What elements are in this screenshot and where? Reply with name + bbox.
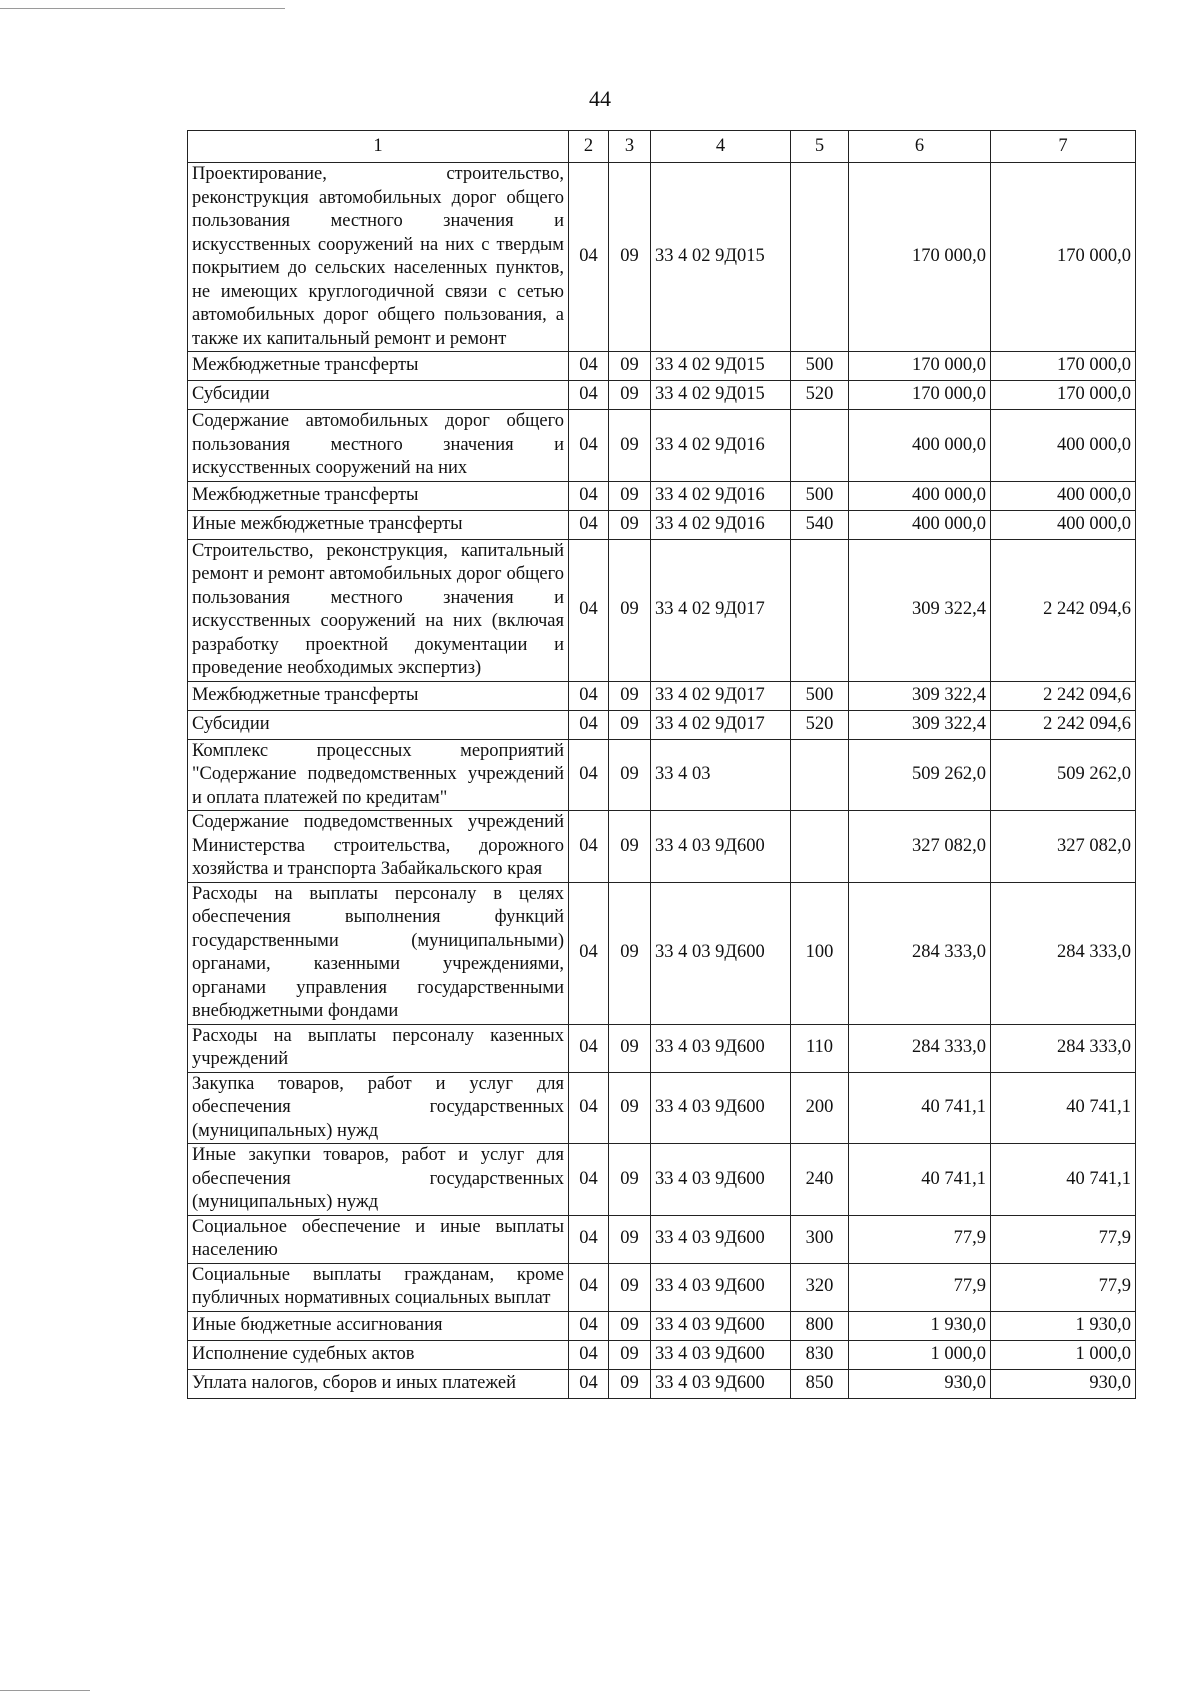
row-subsection: 09: [609, 481, 651, 510]
row-name: Иные межбюджетные трансферты: [188, 510, 569, 539]
row-section: 04: [569, 510, 609, 539]
row-amount-col7: 77,9: [991, 1263, 1136, 1311]
table-row: [188, 481, 1136, 510]
row-subsection: 09: [609, 1369, 651, 1398]
row-section: 04: [569, 1024, 609, 1072]
row-amount-col7: 170 000,0: [991, 163, 1136, 352]
row-target-code: 33 4 02 9Д016: [651, 481, 791, 510]
header-row: [188, 131, 1136, 163]
row-amount-col6: 509 262,0: [849, 739, 991, 811]
row-target-code: 33 4 02 9Д017: [651, 539, 791, 681]
table-row: [188, 381, 1136, 410]
row-amount-col7: 170 000,0: [991, 352, 1136, 381]
table-row: [188, 1311, 1136, 1340]
row-expense-type: 240: [791, 1144, 849, 1216]
row-name: Межбюджетные трансферты: [188, 681, 569, 710]
row-section: 04: [569, 811, 609, 883]
row-expense-type: 830: [791, 1340, 849, 1369]
row-amount-col6: 284 333,0: [849, 1024, 991, 1072]
row-amount-col6: 1 000,0: [849, 1340, 991, 1369]
row-subsection: 09: [609, 510, 651, 539]
page-number: 44: [589, 86, 611, 111]
row-target-code: 33 4 02 9Д015: [651, 381, 791, 410]
table-row: [188, 882, 1136, 1024]
row-section: 04: [569, 710, 609, 739]
row-section: 04: [569, 1369, 609, 1398]
row-amount-col7: 170 000,0: [991, 381, 1136, 410]
row-section: 04: [569, 381, 609, 410]
row-target-code: 33 4 03 9Д600: [651, 1072, 791, 1144]
row-target-code: 33 4 03 9Д600: [651, 1340, 791, 1369]
row-name: Уплата налогов, сборов и иных платежей: [188, 1369, 569, 1398]
row-target-code: 33 4 03 9Д600: [651, 1263, 791, 1311]
table-row: [188, 1024, 1136, 1072]
row-section: 04: [569, 1144, 609, 1216]
table-row: [188, 811, 1136, 883]
row-amount-col7: 930,0: [991, 1369, 1136, 1398]
row-amount-col7: 40 741,1: [991, 1072, 1136, 1144]
table-row: [188, 539, 1136, 681]
table-row: [188, 1340, 1136, 1369]
table-row: [188, 410, 1136, 482]
column-header: 7: [991, 131, 1136, 163]
row-amount-col7: 284 333,0: [991, 882, 1136, 1024]
row-name: Субсидии: [188, 381, 569, 410]
row-name: Исполнение судебных актов: [188, 1340, 569, 1369]
row-amount-col7: 284 333,0: [991, 1024, 1136, 1072]
row-section: 04: [569, 1311, 609, 1340]
row-amount-col7: 1 930,0: [991, 1311, 1136, 1340]
row-amount-col7: 77,9: [991, 1215, 1136, 1263]
row-name: Социальные выплаты гражданам, кроме публичных нормативных социальных выплат: [188, 1263, 569, 1311]
table-row: [188, 710, 1136, 739]
row-section: 04: [569, 352, 609, 381]
row-amount-col7: 2 242 094,6: [991, 710, 1136, 739]
row-amount-col6: 309 322,4: [849, 710, 991, 739]
row-amount-col6: 284 333,0: [849, 882, 991, 1024]
row-name: Межбюджетные трансферты: [188, 481, 569, 510]
row-name: Расходы на выплаты персоналу в целях обеспечения выполнения функций государственными (муниципальными) органами, казенными учреждениями, органами управления государственными внебюджетными фондами: [188, 882, 569, 1024]
row-amount-col7: 400 000,0: [991, 410, 1136, 482]
row-amount-col6: 400 000,0: [849, 481, 991, 510]
row-target-code: 33 4 02 9Д015: [651, 163, 791, 352]
row-target-code: 33 4 03 9Д600: [651, 1024, 791, 1072]
table-row: [188, 1369, 1136, 1398]
row-amount-col7: 2 242 094,6: [991, 539, 1136, 681]
row-amount-col6: 170 000,0: [849, 381, 991, 410]
row-name: Межбюджетные трансферты: [188, 352, 569, 381]
table-row: [188, 163, 1136, 352]
row-section: 04: [569, 1340, 609, 1369]
row-amount-col7: 400 000,0: [991, 510, 1136, 539]
row-amount-col7: 509 262,0: [991, 739, 1136, 811]
row-expense-type: 850: [791, 1369, 849, 1398]
row-subsection: 09: [609, 681, 651, 710]
row-amount-col6: 40 741,1: [849, 1144, 991, 1216]
row-subsection: 09: [609, 710, 651, 739]
row-section: 04: [569, 1215, 609, 1263]
row-subsection: 09: [609, 163, 651, 352]
row-name: Социальное обеспечение и иные выплаты населению: [188, 1215, 569, 1263]
row-name: Строительство, реконструкция, капитальный ремонт и ремонт автомобильных дорог общего пользования местного значения и искусственных сооружений на них (включая разработку проектной документации и проведение необходимых экспертиз): [188, 539, 569, 681]
row-subsection: 09: [609, 1024, 651, 1072]
row-amount-col6: 77,9: [849, 1263, 991, 1311]
row-amount-col6: 170 000,0: [849, 163, 991, 352]
column-header: 5: [791, 131, 849, 163]
row-target-code: 33 4 02 9Д015: [651, 352, 791, 381]
column-header: 2: [569, 131, 609, 163]
row-amount-col7: 400 000,0: [991, 481, 1136, 510]
row-target-code: 33 4 03 9Д600: [651, 1144, 791, 1216]
row-subsection: 09: [609, 882, 651, 1024]
row-target-code: 33 4 03: [651, 739, 791, 811]
row-subsection: 09: [609, 539, 651, 681]
row-expense-type: [791, 163, 849, 352]
row-amount-col6: 170 000,0: [849, 352, 991, 381]
row-section: 04: [569, 882, 609, 1024]
row-subsection: 09: [609, 739, 651, 811]
row-subsection: 09: [609, 811, 651, 883]
row-expense-type: 300: [791, 1215, 849, 1263]
row-amount-col6: 40 741,1: [849, 1072, 991, 1144]
row-name: Комплекс процессных мероприятий "Содержание подведомственных учреждений и оплата платежей по кредитам": [188, 739, 569, 811]
table-body: [188, 163, 1136, 1399]
row-amount-col6: 327 082,0: [849, 811, 991, 883]
row-expense-type: 800: [791, 1311, 849, 1340]
row-amount-col6: 77,9: [849, 1215, 991, 1263]
row-amount-col7: 1 000,0: [991, 1340, 1136, 1369]
row-name: Закупка товаров, работ и услуг для обеспечения государственных (муниципальных) нужд: [188, 1072, 569, 1144]
table-row: [188, 681, 1136, 710]
table-row: [188, 352, 1136, 381]
row-section: 04: [569, 681, 609, 710]
row-section: 04: [569, 481, 609, 510]
row-target-code: 33 4 02 9Д016: [651, 410, 791, 482]
table-row: [188, 1263, 1136, 1311]
row-amount-col6: 309 322,4: [849, 539, 991, 681]
budget-table: [187, 130, 1136, 1399]
column-header: 4: [651, 131, 791, 163]
row-name: Субсидии: [188, 710, 569, 739]
row-section: 04: [569, 1263, 609, 1311]
row-section: 04: [569, 410, 609, 482]
row-subsection: 09: [609, 1215, 651, 1263]
row-section: 04: [569, 739, 609, 811]
row-target-code: 33 4 03 9Д600: [651, 1311, 791, 1340]
row-amount-col6: 309 322,4: [849, 681, 991, 710]
row-subsection: 09: [609, 1340, 651, 1369]
row-expense-type: 500: [791, 481, 849, 510]
column-header: 3: [609, 131, 651, 163]
row-target-code: 33 4 03 9Д600: [651, 1369, 791, 1398]
row-subsection: 09: [609, 1263, 651, 1311]
row-name: Иные закупки товаров, работ и услуг для обеспечения государственных (муниципальных) нужд: [188, 1144, 569, 1216]
row-amount-col6: 930,0: [849, 1369, 991, 1398]
row-expense-type: 110: [791, 1024, 849, 1072]
row-expense-type: [791, 410, 849, 482]
row-expense-type: 200: [791, 1072, 849, 1144]
row-expense-type: [791, 539, 849, 681]
row-expense-type: [791, 811, 849, 883]
row-amount-col7: 327 082,0: [991, 811, 1136, 883]
table-row: [188, 739, 1136, 811]
row-target-code: 33 4 03 9Д600: [651, 811, 791, 883]
row-subsection: 09: [609, 410, 651, 482]
row-subsection: 09: [609, 381, 651, 410]
row-expense-type: 500: [791, 352, 849, 381]
table-row: [188, 1072, 1136, 1144]
row-subsection: 09: [609, 352, 651, 381]
row-name: Содержание подведомственных учреждений Министерства строительства, дорожного хозяйства и транспорта Забайкальского края: [188, 811, 569, 883]
row-expense-type: 520: [791, 710, 849, 739]
row-expense-type: 520: [791, 381, 849, 410]
row-target-code: 33 4 02 9Д017: [651, 681, 791, 710]
row-section: 04: [569, 1072, 609, 1144]
table-row: [188, 1144, 1136, 1216]
row-expense-type: 100: [791, 882, 849, 1024]
column-header: 1: [188, 131, 569, 163]
row-section: 04: [569, 163, 609, 352]
row-name: Расходы на выплаты персоналу казенных учреждений: [188, 1024, 569, 1072]
table-row: [188, 510, 1136, 539]
row-section: 04: [569, 539, 609, 681]
row-name: Проектирование, строительство, реконструкция автомобильных дорог общего пользования местного значения и искусственных сооружений на них с твердым покрытием до сельских населенных пунктов, не имеющих круглогодичной связи с сетью автомобильных дорог общего пользования, а также их капитальный ремонт и ремонт: [188, 163, 569, 352]
row-expense-type: 500: [791, 681, 849, 710]
row-name: Содержание автомобильных дорог общего пользования местного значения и искусственных сооружений на них: [188, 410, 569, 482]
row-amount-col6: 1 930,0: [849, 1311, 991, 1340]
row-amount-col7: 2 242 094,6: [991, 681, 1136, 710]
column-header: 6: [849, 131, 991, 163]
table-row: [188, 1215, 1136, 1263]
row-amount-col6: 400 000,0: [849, 510, 991, 539]
row-target-code: 33 4 02 9Д016: [651, 510, 791, 539]
row-target-code: 33 4 03 9Д600: [651, 882, 791, 1024]
row-name: Иные бюджетные ассигнования: [188, 1311, 569, 1340]
row-subsection: 09: [609, 1072, 651, 1144]
row-expense-type: [791, 739, 849, 811]
scan-artifact-line: [0, 8, 285, 9]
row-subsection: 09: [609, 1311, 651, 1340]
row-amount-col7: 40 741,1: [991, 1144, 1136, 1216]
row-target-code: 33 4 03 9Д600: [651, 1215, 791, 1263]
row-amount-col6: 400 000,0: [849, 410, 991, 482]
scan-artifact-line: [0, 1690, 90, 1691]
row-expense-type: 540: [791, 510, 849, 539]
row-expense-type: 320: [791, 1263, 849, 1311]
row-subsection: 09: [609, 1144, 651, 1216]
row-target-code: 33 4 02 9Д017: [651, 710, 791, 739]
